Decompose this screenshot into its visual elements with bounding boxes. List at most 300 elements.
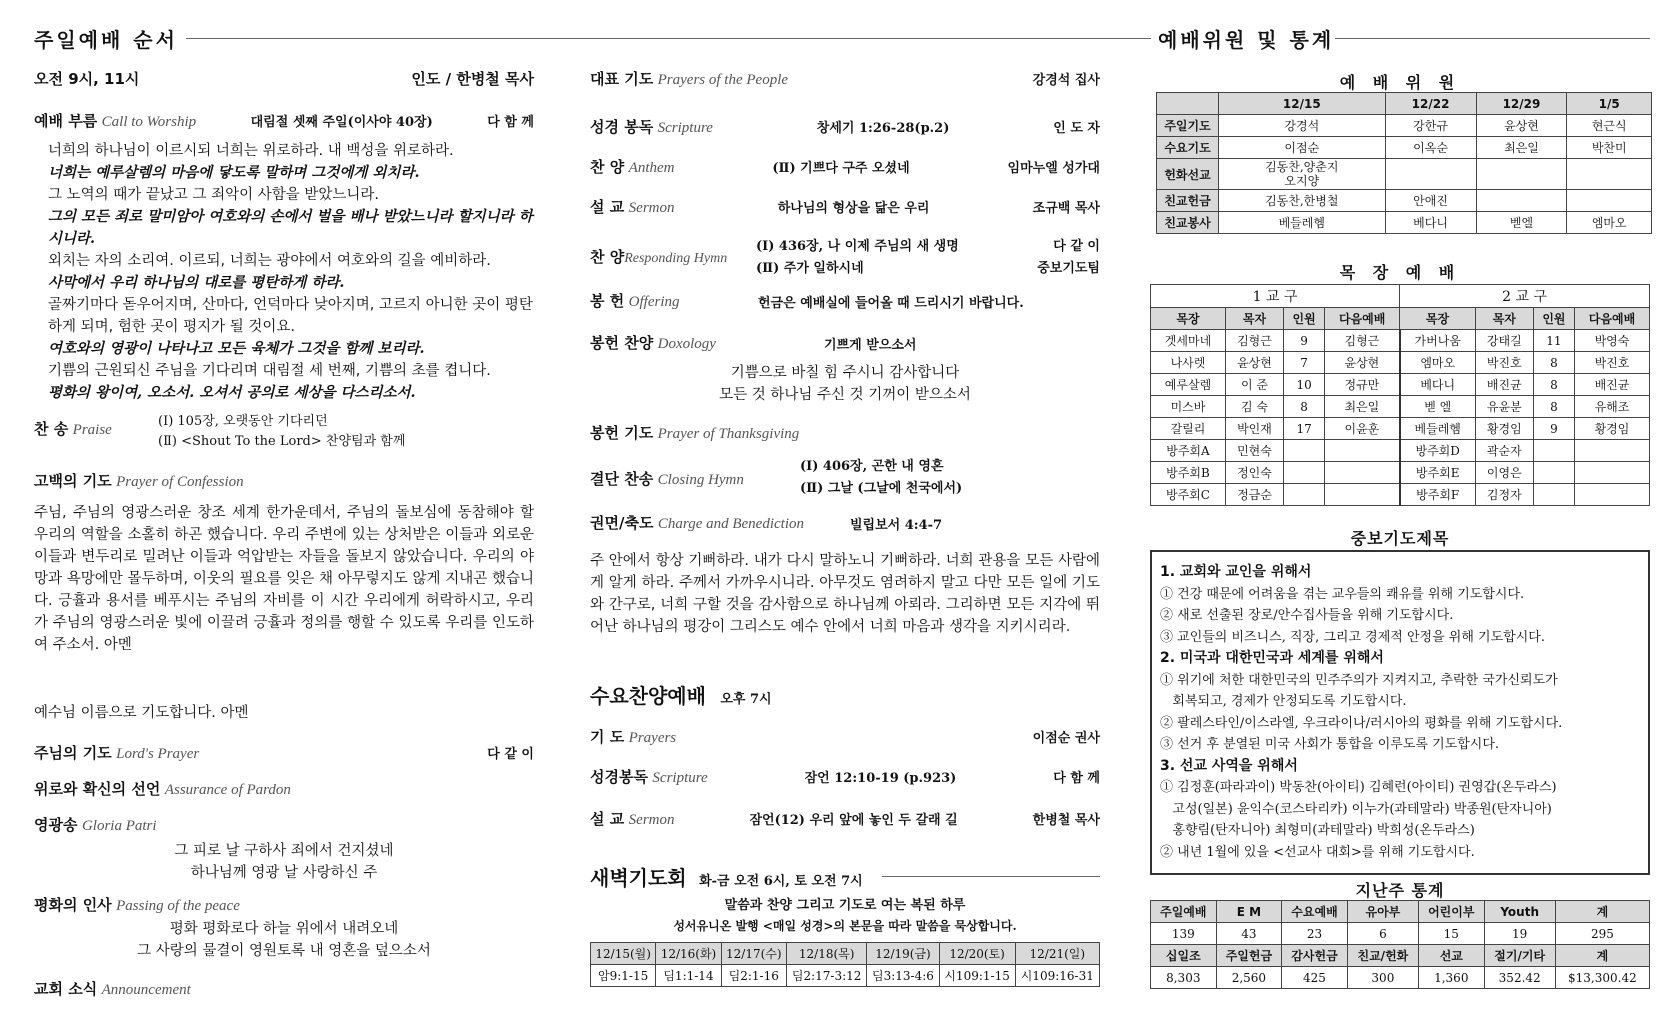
lords-who: 다 같 이 (487, 747, 534, 762)
intercessory-prayer-box (1150, 550, 1650, 875)
thanksgiving-label: 봉헌 기도 (590, 424, 654, 442)
responsive-line: 골짜기마다 돋우어지며, 산마다, 언덕마다 낮아지며, 고르지 아니한 곳이 평탄하게 되며, 험한 곳이 평지가 될 것이요. (48, 297, 533, 335)
dawn-day-text: 딤1:1-14 (656, 965, 721, 987)
anthem-label: 찬 양 (590, 158, 625, 176)
mokjang-header: 목장 (1151, 308, 1226, 330)
responsive-line: 평화의 왕이여, 오소서. 오셔서 공의로 세상을 다스리소서. (48, 384, 416, 401)
committee-date: 12/29 (1476, 93, 1567, 115)
mokjang-cell: 예루살렘 (1151, 374, 1226, 396)
wed-sermon-english: Sermon (628, 812, 675, 828)
scripture-who: 인 도 자 (1053, 121, 1100, 136)
wed-prayer-row (590, 726, 1100, 747)
prayers-people-row (590, 68, 1100, 89)
offering-note: 헌금은 예배실에 들어올 때 드리시기 바랍니다. (758, 296, 1024, 311)
assurance-english: Assurance of Pardon (164, 782, 291, 798)
mokjang-cell: 9 (1284, 330, 1325, 352)
committee-role: 주일기도 (1157, 115, 1219, 137)
committee-cell (1567, 190, 1652, 212)
mokjang-header: 목장 (1400, 308, 1476, 330)
mokjang-cell: 방주회F (1400, 484, 1476, 506)
wed-scripture-label: 성경봉독 (590, 768, 648, 786)
closing-hymn-row (590, 456, 1100, 500)
dawn-rule (882, 876, 1100, 877)
district-2-header: 2 교 구 (1400, 285, 1650, 308)
dawn-prayer-heading (590, 862, 1100, 891)
confession-english: Prayer of Confession (116, 474, 244, 490)
gloria-english: Gloria Patri (81, 818, 157, 834)
mokjang-cell: 윤상현 (1225, 352, 1283, 374)
committee-date: 12/15 (1219, 93, 1386, 115)
mokjang-cell: 엠마오 (1400, 352, 1476, 374)
committee-cell: 김동찬,한병철 (1219, 190, 1386, 212)
mokjang-header: 인원 (1533, 308, 1574, 330)
stats-header: 유아부 (1347, 901, 1418, 923)
dawn-subtitle-2: 성서유니온 발행 <매일 성경>의 본문을 따라 말씀을 묵상합니다. (673, 919, 1017, 933)
mokjang-cell: 갈릴리 (1151, 418, 1226, 440)
mokjang-cell: 민현숙 (1225, 440, 1283, 462)
mokjang-cell: 베다니 (1400, 374, 1476, 396)
committee-cell: 베들레헴 (1219, 212, 1386, 234)
responsive-line: 여호와의 영광이 나타나고 모든 육체가 그것을 함께 보리라. (48, 340, 425, 357)
doxology-row (590, 332, 1100, 353)
sermon-who: 조규백 목사 (1032, 201, 1100, 216)
district-1-header: 1 교 구 (1151, 285, 1400, 308)
peace-row (34, 894, 534, 915)
gloria-row (34, 814, 534, 835)
mokjang-cell: 박진호 (1475, 352, 1533, 374)
stats-header: 수요예배 (1282, 901, 1348, 923)
mokjang-cell: 방주회A (1151, 440, 1226, 462)
wed-sermon-row (590, 808, 1100, 829)
committee-cell: 안애진 (1385, 190, 1476, 212)
mokjang-cell: 김 숙 (1225, 396, 1283, 418)
stats-title: 지난주 통계 (1355, 881, 1445, 900)
committee-row (1157, 159, 1652, 190)
committee-cell (1385, 159, 1476, 190)
mokjang-header: 인원 (1284, 308, 1325, 330)
mokjang-cell: 베들레헴 (1400, 418, 1476, 440)
prayer-line: ③ 교인들의 비즈니스, 직장, 그리고 경제적 안정을 위해 기도합시다. (1160, 629, 1545, 645)
mokjang-cell (1574, 462, 1649, 484)
dawn-day-text: 암9:1-15 (591, 965, 656, 987)
stats-header: 어린이부 (1418, 901, 1484, 923)
responsive-line: 외치는 자의 소리여. 이르되, 너희는 광야에서 여호와의 길을 예비하라. (48, 253, 491, 269)
committee-cell: 이옥순 (1385, 137, 1476, 159)
prayer-heading: 3. 선교 사역을 위해서 (1160, 757, 1298, 774)
closing-hymn-2: (Ⅱ) 그날 (그날에 천국에서) (800, 481, 963, 496)
dawn-day-text: 딤3:13-4:6 (867, 965, 939, 987)
mokjang-cell: 박영숙 (1574, 330, 1649, 352)
mokjang-row (1151, 418, 1650, 440)
rep-prayer-who: 강경석 집사 (1032, 73, 1100, 88)
committee-cell: 벧엘 (1476, 212, 1567, 234)
wednesday-title: 수요찬양예배 (590, 684, 706, 708)
mokjang-row (1151, 352, 1650, 374)
mokjang-cell: 김형근 (1225, 330, 1283, 352)
stats-value: 19 (1484, 923, 1555, 945)
prayer-heading: 2. 미국과 대한민국과 세계를 위해서 (1160, 650, 1384, 666)
mokjang-cell (1533, 484, 1574, 506)
mokjang-cell: 17 (1284, 418, 1325, 440)
mokjang-row (1151, 330, 1650, 352)
dawn-time: 화-금 오전 6시, 토 오전 7시 (699, 874, 863, 889)
gloria-label: 영광송 (34, 816, 78, 834)
mokjang-title: 목 장 예 배 (1339, 263, 1461, 282)
doxology-english: Doxology (657, 336, 716, 352)
benediction-ref: 빌립보서 4:4-7 (850, 518, 943, 533)
mokjang-cell: 김형근 (1325, 330, 1400, 352)
prayer-heading: 1. 교회와 교인을 위해서 (1160, 564, 1312, 580)
mokjang-row (1151, 484, 1650, 506)
stats-value: 295 (1555, 923, 1649, 945)
committee-cell: 강한규 (1385, 115, 1476, 137)
closing-hymn-1: (Ⅰ) 406장, 곤한 내 영혼 (800, 459, 944, 474)
responsive-line: 너희의 하나님이 이르시되 너희는 위로하라. 내 백성을 위로하라. (48, 143, 454, 159)
wed-prayer-who: 이점순 권사 (1032, 731, 1100, 746)
dawn-day-header: 12/21(일) (1015, 943, 1099, 965)
mokjang-cell: 김정자 (1475, 484, 1533, 506)
dawn-day-header: 12/16(화) (656, 943, 721, 965)
service-time: 오전 9시, 11시 (34, 70, 140, 88)
mokjang-cell: 미스바 (1151, 396, 1226, 418)
prayer-line: ② 새로 선출된 장로/안수집사들을 위해 기도합시다. (1160, 608, 1454, 623)
stats-value: 352.42 (1484, 967, 1555, 989)
committee-cell: 윤상현 (1476, 115, 1567, 137)
call-english: Call to Worship (101, 114, 197, 130)
committee-cell (1567, 159, 1652, 190)
sermon-english: Sermon (628, 200, 675, 216)
committee-title: 예 배 위 원 (1339, 73, 1461, 92)
mokjang-cell: 11 (1533, 330, 1574, 352)
committee-table (1156, 92, 1652, 234)
mokjang-cell: 이영은 (1475, 462, 1533, 484)
stats-value: 23 (1282, 923, 1348, 945)
mokjang-row (1151, 396, 1650, 418)
dawn-day-header: 12/15(월) (591, 943, 656, 965)
dawn-day-header: 12/17(수) (721, 943, 786, 965)
committee-date: 1/5 (1567, 93, 1652, 115)
mokjang-header: 다음예배 (1325, 308, 1400, 330)
committee-cell: 김동찬,양춘지 오지양 (1219, 159, 1386, 190)
mokjang-cell: 겟세마네 (1151, 330, 1226, 352)
wed-prayer-english: Prayers (628, 730, 677, 746)
wednesday-service-heading (590, 680, 1100, 709)
dawn-day-header: 12/18(목) (786, 943, 866, 965)
gloria-line-1: 그 피로 날 구하사 죄에서 건지셨네 (174, 843, 394, 859)
rep-prayer-english: Prayers of the People (657, 72, 789, 88)
right-section-title: 예배위원 및 통계 (1158, 28, 1335, 52)
mokjang-cell: 유해조 (1574, 396, 1649, 418)
anthem-row (590, 156, 1100, 177)
praise-hymn-2: (Ⅱ) <Shout To the Lord> 찬양팀과 함께 (158, 434, 406, 449)
dawn-day-text: 시109:16-31 (1015, 965, 1099, 987)
rep-prayer-label: 대표 기도 (590, 70, 654, 88)
stats-value: 2,560 (1216, 967, 1282, 989)
dawn-schedule-table (590, 942, 1100, 987)
doxology-lyrics (590, 362, 1100, 406)
resp-label: 찬 양 (590, 248, 625, 266)
prayer-line: ① 위기에 처한 대한민국의 민주주의가 지켜지고, 추락한 국가신뢰도가 (1160, 672, 1558, 688)
stats-value: 43 (1216, 923, 1282, 945)
closing-label: 결단 찬송 (590, 470, 654, 488)
stats-value: 6 (1347, 923, 1418, 945)
wed-sermon-title: 잠언(12) 우리 앞에 놓인 두 갈래 길 (749, 813, 958, 828)
prayer-line: 회복되고, 경제가 안정되도록 기도합시다. (1160, 694, 1407, 709)
dawn-day-text: 딤2:17-3:12 (786, 965, 866, 987)
stats-header: 친교/헌화 (1347, 945, 1418, 967)
mokjang-cell (1533, 440, 1574, 462)
stats-value: 425 (1282, 967, 1348, 989)
stats-header: 절기/기타 (1484, 945, 1555, 967)
mokjang-cell: 강태길 (1475, 330, 1533, 352)
prayer-line: ② 내년 1월에 있을 <선교사 대회>를 위해 기도합시다. (1160, 844, 1475, 860)
committee-row (1157, 212, 1652, 234)
mokjang-cell: 황경임 (1574, 418, 1649, 440)
anthem-text: (Ⅱ) 기쁘다 구주 오셨네 (772, 161, 910, 176)
lords-label: 주님의 기도 (34, 744, 112, 762)
dawn-title: 새벽기도회 (590, 866, 687, 890)
prayer-line: ② 팔레스타인/이스라엘, 우크라이나/러시아의 평화를 위해 기도합시다. (1160, 715, 1563, 731)
confession-heading (34, 470, 534, 491)
call-label: 예배 부름 (34, 112, 98, 130)
mokjang-cell (1325, 462, 1400, 484)
committee-row (1157, 190, 1652, 212)
offering-label: 봉 헌 (590, 292, 625, 310)
mokjang-cell: 정인숙 (1225, 462, 1283, 484)
stats-value: 300 (1347, 967, 1418, 989)
peace-line-2: 그 사랑의 물결이 영원토록 내 영혼을 덮으소서 (137, 943, 431, 959)
stats-header: 주일예배 (1151, 901, 1217, 923)
mokjang-cell: 곽순자 (1475, 440, 1533, 462)
wednesday-time: 오후 7시 (720, 692, 772, 707)
prayer-line: 홍향림(탄자니아) 최형미(과테말라) 박희성(온두라스) (1160, 823, 1475, 838)
wed-scripture-text: 잠언 12:10-19 (p.923) (804, 771, 957, 786)
mokjang-cell (1284, 484, 1325, 506)
assurance-row (34, 778, 534, 799)
mokjang-cell: 방주회D (1400, 440, 1476, 462)
benediction-label: 권면/축도 (590, 514, 654, 532)
resp-hymn-2-who: 중보기도팀 (1037, 261, 1100, 276)
right-header-rule (1335, 38, 1650, 39)
offering-row (590, 290, 1100, 311)
mokjang-cell: 벧 엘 (1400, 396, 1476, 418)
mokjang-cell (1284, 462, 1325, 484)
resp-hymn-1-who: 다 같 이 (1053, 239, 1100, 254)
mokjang-row (1151, 374, 1650, 396)
assurance-label: 위로와 확신의 선언 (34, 780, 161, 798)
lords-english: Lord's Prayer (116, 746, 200, 762)
responsive-reading (48, 140, 534, 404)
doxology-label: 봉헌 찬양 (590, 334, 654, 352)
mokjang-header: 다음예배 (1574, 308, 1649, 330)
praise-row (34, 414, 534, 449)
service-time-row (34, 68, 534, 89)
mokjang-cell: 유윤분 (1475, 396, 1533, 418)
doxology-line-2: 모든 것 하나님 주신 것 기꺼이 받으소서 (719, 387, 971, 403)
prayer-line: ① 김정훈(파라과이) 박동찬(아이티) 김혜런(아이티) 권영갑(온두라스) (1160, 780, 1557, 795)
mokjang-cell: 배진균 (1574, 374, 1649, 396)
committee-role: 친교봉사 (1157, 212, 1219, 234)
confession-label: 고백의 기도 (34, 472, 112, 490)
wed-prayer-label: 기 도 (590, 728, 625, 746)
mokjang-cell: 7 (1284, 352, 1325, 374)
committee-date: 12/22 (1385, 93, 1476, 115)
lords-prayer-row (34, 742, 534, 763)
mokjang-cell (1574, 484, 1649, 506)
prayer-title: 중보기도제목 (1350, 529, 1450, 548)
praise-label: 찬 송 (34, 420, 69, 438)
committee-cell: 박찬미 (1567, 137, 1652, 159)
mokjang-cell: 8 (1533, 396, 1574, 418)
committee-role: 친교헌금 (1157, 190, 1219, 212)
scripture-text: 창세기 1:26-28(p.2) (816, 121, 950, 136)
responsive-line: 그 노역의 때가 끝났고 그 죄악이 사함을 받았느니라. (48, 187, 380, 203)
doxology-title: 기쁘게 받으소서 (824, 338, 917, 353)
stats-header: 계 (1555, 945, 1649, 967)
mokjang-cell: 8 (1533, 374, 1574, 396)
mokjang-cell: 8 (1533, 352, 1574, 374)
peace-line-1: 평화 평화로다 하늘 위에서 내려오네 (169, 921, 399, 937)
committee-cell: 엠마오 (1567, 212, 1652, 234)
mokjang-header: 목자 (1475, 308, 1533, 330)
stats-header: 주일헌금 (1216, 945, 1282, 967)
responsive-line: 사막에서 우리 하나님의 대로를 평탄하게 하라. (48, 274, 345, 291)
dawn-subtitle-1: 말씀과 찬양 그리고 기도로 여는 복된 하루 (724, 898, 966, 913)
prayer-line: ① 건강 때문에 어려움을 겪는 교우들의 쾌유를 위해 기도합시다. (1160, 586, 1525, 602)
sermon-row (590, 196, 1100, 217)
committee-cell (1476, 190, 1567, 212)
benediction-text: 주 안에서 항상 기뻐하라. 내가 다시 말하노니 기뻐하라. 너희 관용을 모든 사람에게 알게 하라. 주께서 가까우시니라. 아무것도 염려하지 말고 다만 모든 일에 기도와 간구로, 너희 구할 것을 감사함으로 하나님께 아뢰라. 그리하면 모든 지각에 뛰어난 하나님의 평강이 그리스도 예수 안에서 너희 마음과 생각을 지키시리라. (590, 553, 1100, 635)
stats-value: 139 (1151, 923, 1217, 945)
announcement-label: 교회 소식 (34, 980, 98, 998)
committee-role: 수요기도 (1157, 137, 1219, 159)
dawn-day-text: 딤2:1-16 (721, 965, 786, 987)
benediction-row (590, 512, 1100, 533)
committee-cell: 강경석 (1219, 115, 1386, 137)
stats-header: Youth (1484, 901, 1555, 923)
mokjang-cell: 황경임 (1475, 418, 1533, 440)
sermon-title: 하나님의 형상을 닮은 우리 (777, 201, 930, 216)
closing-english: Closing Hymn (657, 472, 744, 488)
peace-lyrics (34, 918, 534, 962)
stats-value: 1,360 (1418, 967, 1484, 989)
mokjang-cell: 방주회E (1400, 462, 1476, 484)
mokjang-cell: 나사렛 (1151, 352, 1226, 374)
confession-text: 주님, 주님의 영광스러운 창조 세계 한가운데서, 주님의 돌보심에 동참해야 할 우리의 역할을 소홀히 하곤 했습니다. 우리 주변에 있는 상처받은 이들과 외로운 이들과 변두리로 밀려난 이들과 억압받는 자들을 돌보지 않았습니다. 우리의 야망과 욕망에만 몰두하며, 이웃의 필요를 잊은 채 아무렇지도 않게 지내곤 했습니다. 긍휼과 용서를 베푸시는 주님의 자비를 이 시간 우리에게 허락하시고, 우리가 주님의 영광스러운 빛에 이끌려 긍휼과 정의를 행할 수 있도록 우리를 인도하여 주소서. 아멘 (34, 505, 535, 653)
stats-header: 계 (1555, 901, 1649, 923)
wed-sermon-who: 한병철 목사 (1032, 813, 1100, 828)
committee-role: 헌화선교 (1157, 159, 1219, 190)
responsive-line: 너희는 예루살렘의 마음에 닿도록 말하며 그것에게 외치라. (48, 164, 420, 181)
resp-hymn-2: (Ⅱ) 주가 일하시네 (756, 261, 864, 276)
stats-value: $13,300.42 (1555, 967, 1649, 989)
scripture-row (590, 116, 1100, 137)
anthem-who: 임마누엘 성가대 (1007, 161, 1100, 176)
mokjang-cell: 배진균 (1475, 374, 1533, 396)
scripture-english: Scripture (657, 120, 713, 136)
mokjang-cell: 방주회C (1151, 484, 1226, 506)
mokjang-cell: 이윤훈 (1325, 418, 1400, 440)
wed-scripture-who: 다 함 께 (1053, 771, 1100, 786)
mokjang-cell (1325, 440, 1400, 462)
mokjang-cell: 10 (1284, 374, 1325, 396)
mokjang-cell: 박인재 (1225, 418, 1283, 440)
prayer-line: 고성(일본) 윤익수(코스타리카) 이누가(과테말라) 박종원(탄자니아) (1160, 801, 1552, 817)
committee-cell: 베다니 (1385, 212, 1476, 234)
call-text: 대림절 셋째 주일(이사야 40장) (250, 115, 433, 130)
stats-value: 8,303 (1151, 967, 1217, 989)
mokjang-cell: 박진호 (1574, 352, 1649, 374)
stats-header: 감사헌금 (1282, 945, 1348, 967)
committee-cell: 현근식 (1567, 115, 1652, 137)
left-header-rule (186, 38, 1151, 39)
wed-scripture-row (590, 766, 1100, 787)
scripture-label: 성경 봉독 (590, 118, 654, 136)
peace-english: Passing of the peace (116, 898, 240, 914)
dawn-day-header: 12/20(토) (939, 943, 1015, 965)
sermon-label: 설 교 (590, 198, 625, 216)
doxology-line-1: 기쁨으로 바칠 힘 주시니 감사합니다 (730, 365, 960, 381)
mokjang-cell (1284, 440, 1325, 462)
dawn-day-header: 12/19(금) (867, 943, 939, 965)
gloria-line-2: 하나님께 영광 날 사랑하신 주 (190, 865, 378, 881)
committee-cell: 최은일 (1476, 137, 1567, 159)
wed-sermon-label: 설 교 (590, 810, 625, 828)
gloria-lyrics (34, 840, 534, 884)
mokjang-cell: 8 (1284, 396, 1325, 418)
wed-scripture-english: Scripture (652, 770, 708, 786)
anthem-english: Anthem (628, 160, 675, 176)
benediction-english: Charge and Benediction (657, 516, 804, 532)
prayer-line: ③ 선거 후 분열된 미국 사회가 통합을 이루도록 기도합시다. (1160, 737, 1500, 752)
mokjang-table (1150, 284, 1650, 506)
mokjang-cell: 정금순 (1225, 484, 1283, 506)
mokjang-cell: 윤상현 (1325, 352, 1400, 374)
resp-hymn-1: (Ⅰ) 436장, 나 이제 주님의 새 생명 (756, 239, 959, 254)
committee-corner (1157, 93, 1219, 115)
resp-english: Responding Hymn (624, 251, 728, 266)
mokjang-header: 목자 (1225, 308, 1283, 330)
mokjang-cell: 방주회B (1151, 462, 1226, 484)
stats-header: 십일조 (1151, 945, 1217, 967)
mokjang-cell: 이 준 (1225, 374, 1283, 396)
mokjang-cell (1533, 462, 1574, 484)
praise-english: Praise (72, 422, 112, 438)
mokjang-cell: 가버나움 (1400, 330, 1476, 352)
thanksgiving-row (590, 422, 1100, 443)
committee-row (1157, 137, 1652, 159)
thanksgiving-english: Prayer of Thanksgiving (657, 426, 800, 442)
committee-cell: 이점순 (1219, 137, 1386, 159)
dawn-subtitle (590, 896, 1100, 936)
call-to-worship-row (34, 110, 534, 131)
committee-cell (1476, 159, 1567, 190)
stats-header: 선교 (1418, 945, 1484, 967)
dawn-day-text: 시109:1-15 (939, 965, 1015, 987)
praise-hymn-1: (Ⅰ) 105장, 오랫동안 기다리던 (158, 414, 328, 429)
mokjang-cell: 9 (1533, 418, 1574, 440)
responding-hymn-row (590, 236, 1100, 280)
mokjang-cell: 최은일 (1325, 396, 1400, 418)
stats-value: 15 (1418, 923, 1484, 945)
offering-english: Offering (628, 294, 680, 310)
announcement-english: Announcement (101, 982, 191, 998)
announcement-row (34, 978, 534, 999)
mokjang-row (1151, 440, 1650, 462)
committee-row (1157, 115, 1652, 137)
call-who: 다 함 께 (487, 115, 534, 130)
confession-closing: 예수님 이름으로 기도합니다. 아멘 (34, 705, 249, 721)
